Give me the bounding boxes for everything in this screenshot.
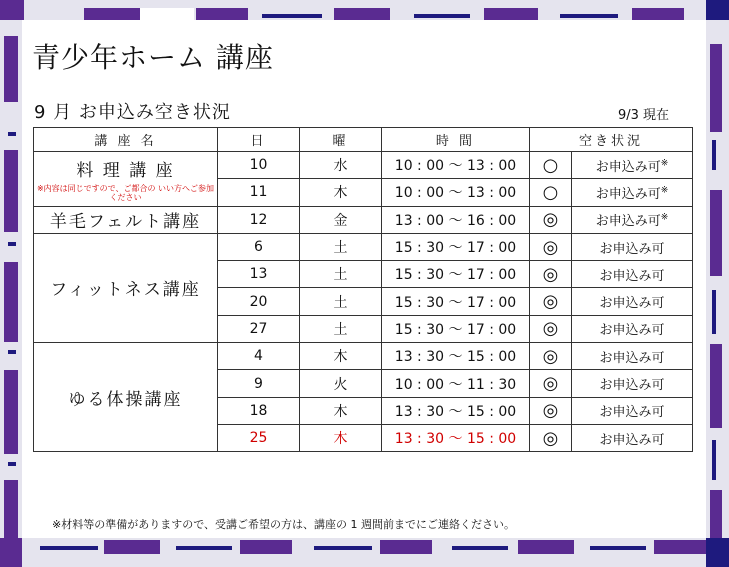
course-name-cell [34,233,218,342]
page-title: 青少年ホーム 講座 [32,41,274,74]
status-label: お申込み可 [599,323,665,339]
border-block [4,370,18,454]
border-stripe [314,546,372,550]
availability-mark: ○ [530,152,572,179]
day-cell: 20 [218,288,300,315]
time-cell: 10 : 00 ～ 11 : 30 [382,370,530,397]
weekday-cell: 木 [300,397,382,424]
note-asterisk: ※ [660,185,669,196]
border-stripe [590,546,646,550]
border-stripe [8,462,16,466]
header-availability: 空き状況 [530,128,693,152]
weekday-cell: 土 [300,288,382,315]
status-label: お申込み可 [599,405,665,421]
availability-status [572,397,693,424]
border-block [518,540,574,554]
availability-status [572,424,693,451]
availability-status [572,233,693,260]
time-cell: 13 : 00 ～ 16 : 00 [382,206,530,233]
availability-mark: ◎ [530,233,572,260]
time-cell: 15 : 30 ～ 17 : 00 [382,261,530,288]
course-name: ゆる体操講座 [68,389,183,410]
weekday-cell: 土 [300,261,382,288]
status-label: お申込み可 [599,432,665,448]
availability-heading: 9 月 お申込み空き状況 [34,102,231,123]
availability-table [33,127,693,452]
border-stripe [176,546,232,550]
border-block [240,540,292,554]
day-cell: 11 [218,179,300,206]
header-time: 時 間 [382,128,530,152]
weekday-cell: 金 [300,206,382,233]
table-body [34,152,693,452]
border-block [706,538,729,567]
course-note: ※内容は同じですので、ご都合の いい方へご参加ください [36,183,215,202]
weekday-cell: 木 [300,179,382,206]
status-label: お申込み可 [599,350,665,366]
status-label: お申込み可 [599,296,665,312]
day-cell: 18 [218,397,300,424]
availability-status [572,288,693,315]
border-block [196,8,248,20]
course-name: フィットネス講座 [50,280,201,301]
time-cell: 13 : 30 ～ 15 : 00 [382,424,530,451]
availability-mark: ◎ [530,397,572,424]
border-stripe [452,546,508,550]
table-row [34,206,693,233]
status-label: お申込み可 [599,241,665,257]
day-cell: 13 [218,261,300,288]
availability-mark: ◎ [530,288,572,315]
border-stripe [712,290,716,334]
border-stripe [712,440,716,480]
availability-mark: ○ [530,179,572,206]
availability-mark: ◎ [530,424,572,451]
time-cell: 15 : 30 ～ 17 : 00 [382,233,530,260]
time-cell: 15 : 30 ～ 17 : 00 [382,288,530,315]
availability-status [572,152,693,179]
border-stripe [8,350,16,354]
border-block [84,8,140,20]
table-row [34,343,693,370]
day-cell: 27 [218,315,300,342]
border-block [632,8,684,20]
border-block [654,540,706,554]
day-cell: 10 [218,152,300,179]
border-stripe [262,14,322,18]
header-course: 講 座 名 [34,128,218,152]
time-cell: 13 : 30 ～ 15 : 00 [382,397,530,424]
note-asterisk: ※ [660,158,669,169]
availability-status [572,261,693,288]
weekday-cell: 木 [300,424,382,451]
time-cell: 10 : 00 ～ 13 : 00 [382,152,530,179]
time-cell: 10 : 00 ～ 13 : 00 [382,179,530,206]
border-stripe [8,132,16,136]
border-block [0,538,22,567]
table-header-row [34,128,693,152]
border-block [380,540,432,554]
availability-status [572,370,693,397]
weekday-cell: 土 [300,315,382,342]
availability-mark: ◎ [530,343,572,370]
border-stripe [712,140,716,170]
weekday-cell: 木 [300,343,382,370]
availability-mark: ◎ [530,315,572,342]
border-block [4,150,18,232]
border-block [4,36,18,102]
status-label: お申込み可 [595,214,661,230]
day-cell: 9 [218,370,300,397]
course-name-cell [34,343,218,452]
status-label: お申込み可 [595,159,661,175]
course-name: 料 理 講 座 [76,160,175,181]
footnote: ※材料等の準備がありますので、受講ご希望の方は、講座の 1 週間前までにご連絡ください。 [52,518,515,531]
border-block [710,44,722,132]
as-of-date: 9/3 現在 [617,108,669,123]
status-label: お申込み可 [599,268,665,284]
border-block [484,8,538,20]
border-block [4,480,18,546]
border-block [710,490,722,546]
border-block [4,262,18,342]
course-name: 羊毛フェルト講座 [49,212,202,233]
time-cell: 15 : 30 ～ 17 : 00 [382,315,530,342]
border-stripe [40,546,98,550]
border-block [140,8,194,20]
day-cell: 25 [218,424,300,451]
availability-status [572,343,693,370]
border-block [104,540,160,554]
border-stripe [560,14,618,18]
header-weekday: 曜 [300,128,382,152]
border-stripe [414,14,470,18]
border-block [0,0,24,20]
table-row [34,233,693,260]
day-cell: 4 [218,343,300,370]
availability-mark: ◎ [530,370,572,397]
header-day: 日 [218,128,300,152]
status-label: お申込み可 [595,186,661,202]
course-name-cell [34,206,218,233]
weekday-cell: 水 [300,152,382,179]
day-cell: 6 [218,233,300,260]
border-block [710,190,722,276]
availability-status [572,206,693,233]
course-name-cell [34,152,218,207]
availability-mark: ◎ [530,261,572,288]
note-asterisk: ※ [660,212,669,223]
day-cell: 12 [218,206,300,233]
weekday-cell: 土 [300,233,382,260]
table-row [34,152,693,179]
border-block [710,344,722,428]
availability-mark: ◎ [530,206,572,233]
border-stripe [8,242,16,246]
weekday-cell: 火 [300,370,382,397]
status-label: お申込み可 [599,378,665,394]
border-block [334,8,390,20]
availability-status [572,179,693,206]
availability-status [572,315,693,342]
time-cell: 13 : 30 ～ 15 : 00 [382,343,530,370]
